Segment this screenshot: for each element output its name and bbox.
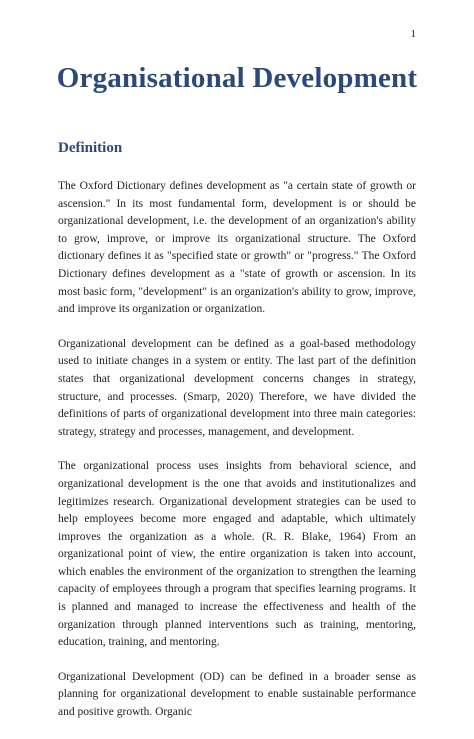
page-number: 1 — [410, 28, 416, 40]
paragraph: Organizational Development (OD) can be defined in a broader sense as planning for organizational development to enable sustainable performance and positive growth. Organic — [58, 670, 416, 719]
section-heading: Definition — [58, 140, 123, 156]
body-text — [58, 178, 416, 739]
paragraph: The Oxford Dictionary defines development as "a certain state of growth or ascension." In its most fundamental form, development is or should be organizational development, i.e. the development of an organization's ability to grow, improve, or improve its organizational structure. The Oxford dictionary defines it as "specified state or growth" or "progress." The Oxford Dictionary defines development as a "state of growth or ascension. In its most basic form, "development" is an organization's ability to grow, improve, and improve its organization or organization. — [58, 180, 416, 316]
page-title: Organisational Development — [56, 62, 418, 94]
paragraph: The organizational process uses insights from behavioral science, and organizational development is the one that avoids and institutionalizes and legitimizes research. Organizational development strategies can be used to help employees become more engaged and adaptable, which ultimately improves the organization as a whole. (R. R. Blake, 1964) From an organizational point of view, the entire organization is taken into account, which enables the environment of the organization to strengthen the learning capacity of employees through a program that specifies learning programs. It is planned and managed to increase the effectiveness and health of the organization through planned interventions such as training, mentoring, education, training, and mentoring. — [58, 460, 416, 649]
paragraph: Organizational development can be defined as a goal-based methodology used to initiate changes in a system or entity. The last part of the definition states that organizational development concerns changes in strategy, structure, and processes. (Smarp, 2020) Therefore, we have divided the definitions of parts of organizational development into three main categories: strategy, strategy and processes, management, and development. — [58, 337, 416, 438]
